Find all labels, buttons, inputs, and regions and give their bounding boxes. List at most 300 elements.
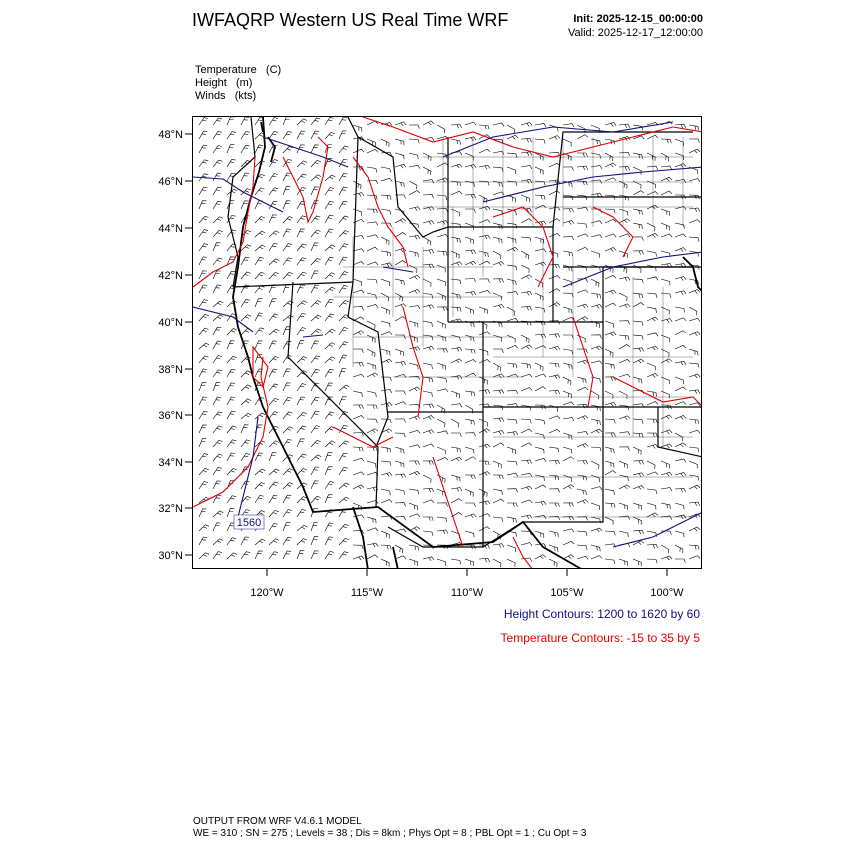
wind-barb [507, 461, 517, 465]
wind-barb [353, 331, 364, 335]
wind-barb [227, 469, 237, 476]
wind-barb [367, 222, 378, 226]
wind-barb [605, 163, 616, 167]
wind-barb [465, 475, 475, 479]
wind-barb [661, 430, 672, 434]
wind-barb [465, 237, 474, 244]
wind-barb [591, 235, 602, 238]
wind-barb [535, 167, 543, 175]
wind-barb [661, 191, 672, 195]
wind-barb [311, 258, 321, 265]
wind-barb [521, 405, 531, 411]
wind-barb [283, 217, 293, 224]
wind-barb [325, 441, 335, 447]
wind-barb [353, 556, 364, 560]
wind-barb [269, 259, 279, 265]
wind-barb [619, 391, 627, 399]
wind-barb [213, 440, 223, 447]
wind-barb [451, 347, 462, 351]
wind-barb [619, 475, 628, 481]
wind-barb [591, 125, 599, 133]
wind-barb [591, 335, 602, 339]
wind-barb [605, 489, 614, 495]
wind-barb [297, 497, 307, 503]
lon-label: 115°W [350, 587, 384, 599]
wind-barb [493, 544, 504, 548]
wind-barb [619, 124, 630, 128]
wind-barb [381, 332, 392, 335]
wind-barb [437, 363, 446, 370]
lat-label: 44°N [158, 223, 183, 235]
wind-barb [535, 433, 544, 439]
wind-barb [535, 555, 546, 559]
lat-label: 42°N [158, 270, 183, 282]
wind-barb [689, 527, 700, 531]
wind-barb [647, 265, 656, 271]
wind-barb [591, 305, 602, 309]
wind-barb [381, 473, 392, 477]
wind-barb [451, 559, 461, 565]
model-settings: WE = 310 ; SN = 275 ; Levels = 38 ; Dis = 8km ; Phys Opt = 8 ; PBL Opt = 1 ; Cu Opt = 3 [193, 828, 587, 839]
wind-barb [605, 234, 616, 237]
wind-barb [199, 300, 208, 307]
wind-barb [521, 345, 532, 349]
wind-barb [367, 429, 378, 433]
wind-barb [605, 471, 616, 476]
wind-barb [507, 545, 516, 552]
wind-barb [577, 360, 588, 364]
wind-barb [493, 349, 503, 353]
wind-barb [689, 545, 699, 550]
wind-barb [381, 263, 392, 267]
wind-barb [255, 217, 265, 224]
wind-barb [451, 181, 461, 186]
wind-barb [297, 258, 306, 265]
wind-barb [479, 279, 490, 283]
wind-barb [311, 467, 319, 475]
wind-barb [479, 558, 490, 562]
wind-barb [269, 160, 278, 167]
wind-barb [647, 445, 658, 449]
wind-barb [255, 341, 263, 349]
wind-barb [465, 292, 476, 296]
wind-barb [325, 201, 334, 209]
latitude-axis [158, 129, 192, 562]
wind-barb [465, 349, 475, 353]
wind-barb [549, 276, 560, 279]
wind-barb [199, 257, 207, 265]
wind-barb [633, 530, 644, 534]
wind-barb [563, 555, 574, 559]
wind-barb [381, 293, 389, 301]
wind-barb [325, 273, 335, 279]
wind-barb [493, 431, 504, 435]
wind-barb [633, 153, 642, 159]
wind-barb [591, 361, 602, 364]
wind-barb [451, 307, 461, 312]
wind-barb [633, 461, 644, 465]
wind-barb [605, 559, 615, 564]
wind-barb [283, 201, 291, 209]
wind-barb [451, 139, 461, 145]
wind-barb [297, 551, 304, 559]
wind-barb [619, 152, 630, 156]
wind-barb [479, 149, 490, 153]
wind-barb [409, 404, 420, 408]
wind-barb [591, 405, 600, 411]
map-panel [192, 116, 702, 569]
wind-barb [339, 201, 347, 209]
wind-barb [563, 167, 574, 171]
wind-barb [395, 433, 405, 437]
wind-barb [325, 537, 333, 545]
wind-barb [479, 429, 490, 433]
wind-barb [493, 335, 502, 342]
wind-barb [451, 457, 462, 461]
wind-barb [409, 503, 417, 510]
wind-barb [339, 369, 346, 378]
wind-barb [451, 433, 461, 437]
wind-barb [283, 187, 290, 195]
wind-barb [507, 279, 516, 285]
wind-barb [675, 545, 683, 553]
wind-barb [549, 136, 560, 140]
wind-barb [409, 387, 420, 391]
wind-barb [619, 219, 630, 223]
wind-barb [395, 461, 404, 467]
wind-barb [409, 153, 418, 159]
wind-barb [675, 331, 686, 335]
wind-barb [661, 166, 672, 170]
wind-barb [423, 264, 434, 268]
wind-barb [269, 482, 279, 489]
wind-barb [465, 307, 473, 314]
lat-label: 30°N [158, 550, 183, 562]
wind-barb [423, 488, 434, 492]
wind-barb [367, 419, 377, 423]
wind-barb [409, 430, 420, 433]
wind-barb [465, 419, 475, 425]
wind-barb [213, 173, 221, 181]
wind-barb [577, 431, 588, 434]
wind-barb [227, 189, 237, 195]
wind-barb [619, 374, 630, 377]
wind-barb [325, 343, 335, 349]
wind-barb [591, 293, 601, 298]
wind-barb [297, 301, 307, 307]
wind-barb [423, 517, 433, 521]
wind-barb [409, 461, 420, 465]
wind-barb [213, 146, 222, 153]
wind-barb [689, 430, 700, 433]
wind-barb [605, 209, 615, 213]
wind-barb [199, 314, 209, 321]
wind-barb [199, 216, 209, 223]
wind-barb [395, 304, 406, 308]
wind-barb [493, 517, 503, 522]
wind-barb [311, 369, 320, 377]
wind-barb [395, 556, 406, 559]
wind-barb [591, 429, 602, 433]
wind-barb [563, 209, 574, 213]
wind-barb [423, 207, 434, 211]
wind-barb [339, 173, 348, 181]
wind-barb [451, 391, 460, 398]
wind-barb [675, 345, 686, 349]
wind-barb [451, 404, 462, 408]
wind-barb [577, 290, 588, 293]
wind-barb [255, 272, 265, 279]
wind-barb [297, 161, 307, 167]
wind-barb [647, 307, 657, 313]
wind-barb [591, 265, 600, 271]
wind-barb [227, 341, 235, 349]
wind-barb [199, 230, 208, 237]
wind-barb [689, 349, 698, 356]
wind-barb [213, 481, 221, 489]
wind-barb [325, 523, 333, 531]
wind-barb [675, 180, 686, 184]
wind-barb [297, 525, 307, 531]
wind-barb [549, 303, 560, 308]
wind-barb [591, 556, 602, 559]
wind-barb [409, 376, 420, 380]
wind-barb [465, 165, 476, 169]
wind-barb [367, 247, 378, 251]
wind-barb [479, 125, 489, 129]
wind-barb [325, 369, 334, 377]
wind-barb [535, 249, 546, 252]
wind-barb [633, 377, 642, 384]
wind-barb [367, 235, 378, 238]
wind-barb [479, 251, 488, 257]
wind-barb [227, 523, 235, 531]
wind-barb [451, 475, 460, 481]
wind-barb [521, 291, 532, 295]
wind-barb [283, 523, 290, 531]
wind-barb [563, 139, 571, 147]
wind-barb [381, 167, 391, 173]
wind-barb [339, 453, 348, 461]
wind-barb [661, 415, 672, 419]
wind-barb [423, 500, 434, 503]
wind-barb [395, 402, 406, 405]
wind-barb [213, 118, 222, 125]
wind-barb [535, 237, 544, 244]
wind-barb [297, 341, 304, 349]
wind-barb [493, 167, 503, 172]
wind-barb [227, 329, 237, 336]
wind-barb [451, 237, 460, 243]
wind-barb [661, 279, 670, 286]
wind-barb [297, 426, 306, 433]
wind-barb [675, 291, 686, 295]
wind-barb [423, 335, 433, 340]
wind-barb [451, 293, 460, 299]
contour-label-1560: 1560 [236, 517, 262, 529]
wind-barb [437, 293, 445, 301]
wind-barb [423, 377, 433, 382]
wind-barb [381, 359, 392, 363]
wind-barb [689, 556, 700, 559]
wind-barb [563, 391, 571, 398]
wind-barb [409, 445, 420, 448]
wind-barb [409, 321, 418, 328]
wind-barb [521, 123, 532, 127]
wind-barb [661, 531, 671, 535]
wind-barb [507, 292, 518, 295]
wind-barb [605, 447, 614, 453]
wind-barb [381, 559, 389, 567]
wind-barb [647, 346, 658, 350]
wind-barb [465, 373, 476, 377]
wind-barb [381, 500, 392, 503]
wind-barb [633, 419, 643, 424]
wind-barb [633, 265, 641, 273]
wind-barb [675, 503, 684, 509]
wind-barb [353, 363, 364, 367]
wind-barb [689, 318, 700, 321]
wind-barb [353, 416, 364, 420]
wind-barb [213, 217, 223, 223]
wind-barb [297, 412, 307, 419]
wind-barb [647, 489, 657, 494]
wind-barb [395, 474, 406, 478]
wind-barb [633, 167, 641, 175]
wind-barb [367, 517, 376, 523]
wind-barb [423, 121, 434, 125]
wind-barb [409, 191, 420, 196]
wind-barb [283, 483, 293, 489]
wind-barb [689, 149, 700, 153]
wind-barb [241, 552, 250, 559]
wind-barb [675, 488, 686, 492]
wind-barb [451, 191, 462, 195]
wind-barb [451, 164, 462, 168]
wind-barb [241, 413, 251, 419]
wind-barb [311, 145, 319, 153]
wind-barb [367, 335, 375, 343]
wind-barb [479, 235, 490, 239]
wind-barb [675, 277, 686, 281]
wind-barb [297, 174, 307, 181]
wind-barb [269, 132, 278, 140]
wind-barb [619, 503, 628, 510]
wind-barb [661, 377, 669, 384]
wind-barb [647, 277, 658, 280]
wind-barb [269, 174, 278, 181]
wind-barb [367, 528, 378, 531]
wind-barb [675, 318, 686, 321]
wind-barb [507, 265, 517, 270]
wind-barb [633, 223, 642, 229]
wind-barb [325, 329, 335, 335]
wind-barb [605, 363, 615, 369]
wind-barb [213, 315, 223, 321]
wind-barb [381, 251, 391, 256]
wind-barb [689, 179, 700, 182]
wind-barb [577, 387, 588, 391]
plot-title: IWFAQRP Western US Real Time WRF [192, 10, 509, 30]
wind-barb [689, 475, 699, 480]
wind-barb [437, 419, 445, 427]
wind-barb [311, 315, 321, 321]
wind-barb [675, 139, 684, 146]
wind-barb [269, 495, 278, 503]
wind-barb [381, 390, 392, 394]
wind-barb [339, 328, 348, 336]
wind-barb [535, 485, 546, 489]
wind-barb [269, 453, 276, 461]
wind-barb [661, 335, 670, 342]
wind-barb [577, 517, 588, 521]
wind-barb [465, 489, 473, 497]
wind-barb [451, 262, 462, 266]
wind-barb [451, 488, 462, 492]
wind-barb [647, 419, 657, 423]
wind-barb [507, 517, 517, 523]
wind-barb [325, 229, 333, 237]
wind-barb [283, 439, 292, 447]
wind-barb [213, 412, 222, 419]
wind-barb [381, 531, 389, 539]
wind-barb [647, 166, 658, 170]
wind-barb [311, 301, 321, 307]
wind-barb [367, 321, 375, 329]
wind-barb [661, 349, 669, 357]
wind-barb [591, 419, 600, 425]
wind-barb [633, 348, 644, 352]
wind-barb [325, 132, 335, 139]
wind-barb [675, 473, 686, 477]
wind-barb [661, 488, 672, 491]
wind-barb [479, 514, 490, 517]
wind-barb [213, 132, 222, 140]
wind-barb [353, 374, 364, 377]
wind-barb [577, 166, 588, 170]
wind-barb [311, 411, 319, 419]
wind-barb [367, 461, 376, 468]
wind-barb [661, 444, 672, 448]
wind-barb [339, 117, 347, 125]
wind-barb [437, 208, 448, 212]
wind-barb [479, 527, 490, 531]
wind-barb [381, 377, 391, 381]
temperature-contours-legend: Temperature Contours: -15 to 35 by 5 [500, 631, 700, 645]
wind-barb [619, 321, 630, 325]
wind-barb [241, 440, 250, 447]
wind-barb [269, 441, 279, 447]
wind-barb [507, 237, 516, 243]
wind-barb [521, 335, 529, 343]
wind-barb [255, 539, 265, 545]
wind-barb [521, 515, 532, 519]
wind-barb [465, 559, 474, 566]
wind-barb [297, 539, 307, 545]
wind-barb [213, 426, 222, 433]
wind-barb [521, 374, 532, 377]
wind-barb [549, 163, 560, 167]
wind-barb [563, 475, 572, 482]
wind-barb [381, 489, 390, 495]
wind-barb [633, 473, 644, 477]
wind-barb [647, 223, 655, 231]
wind-barb [563, 307, 572, 314]
wind-barb [549, 516, 560, 520]
wind-barb [199, 343, 209, 349]
wind-barb [269, 469, 279, 475]
wind-barb [199, 131, 207, 139]
